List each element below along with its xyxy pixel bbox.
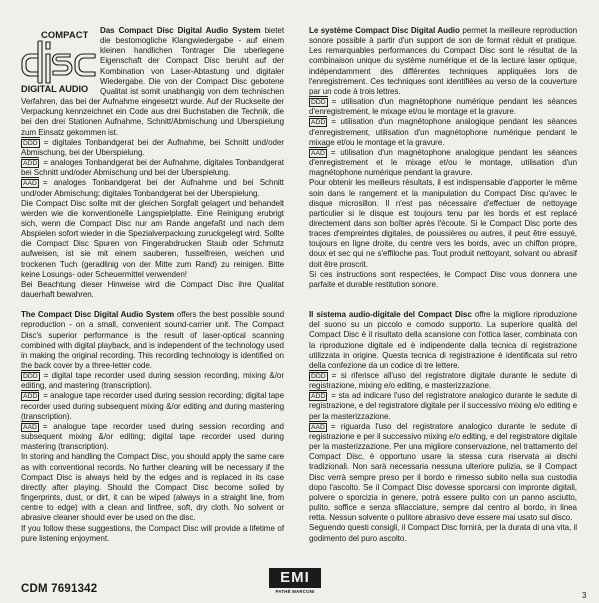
english-closing: If you follow these suggestions, the Compact Disc will provide a lifetime of pure listening enjoyment.: [21, 523, 284, 543]
french-aad: [309, 148, 577, 178]
add-code-badge: ADD: [311, 393, 326, 401]
french-add-text: = utilisation d'un magnétophone analogique pendant les séances d'enregistrement, utilisation d'un magnétophone numérique pendant le mixage et/ou le montage et la gravure.: [309, 117, 577, 147]
german-aad-text: = analoges Tonbandgerat bei der Aufnahme und bei Schnitt und/oder Abmischung; digitales Tonbandgerat bei der Uberspielung.: [21, 178, 284, 198]
catalog-number: CDM 7691342: [21, 583, 98, 595]
english-ddd-text: = digital tape recorder used during session recording, mixing &/or editing, and mastering (transcription).: [21, 371, 284, 391]
english-intro: offers the best possible sound reproduction - on a small, convenient sound-carrier unit. The Compact Disc's superior performance is the result of laser-optical scanning combined with digital playback, and is independent of the technology used in making the original recording. This recording technology is identified on the back cover by a three-letter code.: [21, 310, 284, 370]
italian-closing: Seguendo questi consigli, il Compact Disc fornirà, per la durata di una vita, il godimento del puro ascolto.: [309, 523, 577, 543]
italian-add-text: = sta ad indicare l'uso del registratore analogico durante le sedute di registrazione, e del registratore digitale per il successivo mixing e/o editing e per la masterizzazione.: [309, 391, 577, 421]
ddd-code-badge: DDD: [311, 99, 326, 107]
german-care: Die Compact Disc sollte mit der gleichen Sorgfalt gelagert und behandelt werden wie die konventionelle Langspielplatte. Eine Reinigung erubrigt sich, wenn die Compact Disc nur am Rande angefaßt und nach dem Abspielen sofort wieder in die Spezialverpackung zuruckgelegt wird. Sollte die Compact Disc Spuren von Fingerabdrucken Staub oder Schmutz aufweisen, ist sie mit einem sauberen, fusselfreien, weichen und trockenen Tuch (geradlinig von der Mitte zum Rand) zu reinigen. Bitte keine Losungs- oder Scheuermittel verwenden!: [21, 198, 284, 279]
german-aad: [21, 178, 284, 198]
english-section: [21, 310, 284, 371]
compact-disc-logo: [21, 29, 100, 94]
page-number: 3: [582, 591, 587, 600]
ddd-code-badge: DDD: [311, 373, 326, 380]
german-ddd-text: = digitales Tonbandgerat bei der Aufnahme, bei Schnitt und/oder Abmischung, bei der Uberspielung.: [21, 137, 284, 157]
ddd-code-badge: DDD: [23, 139, 38, 147]
english-add-text: = analogue tape recorder used during session recording; digital tape recorder used during subsequent mixing &/or editing and during mastering (transcription).: [21, 391, 284, 421]
french-care: Pour obtenir les meilleurs résultats, il est indispensable d'apporter le même soin dans le rangement et la manipulation du Compact Disc qu'avec le disque microsillon. Il n'est pas nécessaire d'effectuer de nettoyage particulier si le disque est toujours tenu par les bords et est replacé directement dans son boîtier après l'écoute. Si le Compact Disc porte des traces d'empreintes digitales, de poussières ou autres, il peut être essuyé, toujours en ligne droite, du centre vers les bords, avec un chiffon propre, doux et sec qui ne s'effiloche pas. Tout produit nettoyant, solvant ou abrasif doit être proscrit.: [309, 178, 577, 269]
english-add: [21, 391, 284, 421]
add-code-badge: ADD: [311, 119, 326, 127]
italian-aad: [309, 422, 577, 524]
italian-intro: offre la migliore riproduzione del suono su un piccolo e comodo supporto. La superiore qualità del Compact Disc è il risultato della scansione con l'ottica laser, combinata con la riproduzione digitale ed è indipendente dalla tecnica di registrazione utilizzata in origine. Questa tecnica di registrazione è identificata sul retro della confezione da un codice di tre lettere.: [309, 310, 577, 370]
french-closing: Si ces instructions sont respectées, le Compact Disc vous donnera une parfaite et durable restitution sonore.: [309, 269, 577, 289]
french-aad-text: = utilisation d'un magnétophone analogique pendant les séances d'enregistrement et le mixage et/ou le montage, utilisation d'un magnétophone numérique pendant la gravure.: [309, 147, 577, 178]
french-intro: permet la meilleure reproduction sonore possible à partir d'un support de son de format réduit et pratique. Les remarquables performances du Compact Disc sont le résultat de la combinaison unique du système numérique et de la lecture laser optique, indépendamment des différentes techniques appliquées lors de l'enregistrement. Ces techniques sont identifiées au verso de la couverture par un code à trois lettres.: [309, 26, 578, 96]
logo-compact-text: COMPACT: [41, 29, 89, 40]
aad-code-badge: AAD: [23, 180, 37, 188]
english-aad-text: = analogue tape recorder used during session recording and subsequent mixing &/or editing; digital tape recorder used during mastering (transcription).: [21, 421, 284, 452]
english-ddd: [21, 371, 284, 391]
emi-subtitle: PATHÉ MARCONI: [275, 589, 315, 594]
emi-logo: [269, 568, 321, 598]
disc-logo-icon: [21, 40, 97, 84]
ddd-code-badge: DDD: [23, 373, 38, 381]
french-section: [309, 26, 577, 97]
english-title: The Compact Disc Digital Audio System: [21, 310, 175, 320]
aad-code-badge: AAD: [311, 149, 325, 157]
aad-code-badge: AAD: [311, 423, 325, 431]
right-column: [309, 26, 577, 544]
english-care: In storing and handling the Compact Disc, you should apply the same care as with conventional records. No further cleaning will be necessary if the Compact Disc is always held by the edges and is replaced in its case directly after playing. Should the Compact Disc become soiled by fingerprints, dust, or dirt, it can be wiped (always in a straight line, from centre to edge) with a clean and lintfree, soft, dry cloth. No solvent or abrasive cleaner should ever be used on the disc.: [21, 452, 284, 523]
german-title: Das Compact Disc Digital Audio System: [100, 26, 261, 35]
emi-logo-text: EMI: [269, 568, 321, 588]
italian-ddd: [309, 371, 577, 391]
italian-add: [309, 391, 577, 421]
italian-title: Il sistema audio-digitale del Compact Disc: [309, 310, 472, 320]
german-add: [21, 158, 284, 178]
french-ddd: [309, 97, 577, 117]
left-column: [21, 26, 284, 544]
french-title: Le système Compact Disc Digital Audio: [309, 26, 460, 35]
italian-aad-text: = riguarda l'uso del registratore analogico durante le sedute di registrazione e per il successivo mixing e/o editing, e del registratore digitale per la masterizzazione. Per una migliore conservazione, nel trattamento del Compact Disc, è opportuno usare la stessa cura riservata ai dischi tradizionali. Non sarà necessaria nessuna ulteriore pulizia, se il Compact Disc verrà sempre preso per il bordo e rimesso subito nella sua custodia dopo l'ascolto. Se il Compact Disc dovesse sporcarsi con impronte digitali, polvere o sporcizia in genere, potrà essere pulito con un panno asciutto, pulito, soffice e senza sfilacciature, sempre dal centro al bordo, in linea retta. Nessun solvente o pulitore abrasivo deve essere mai usato sul disco.: [309, 421, 577, 523]
logo-digital-audio-text: DIGITAL AUDIO: [21, 84, 89, 94]
add-code-badge: ADD: [23, 160, 38, 168]
add-code-badge: ADD: [23, 393, 38, 401]
german-closing: Bei Beachtung dieser Hinweise wird die Compact Disc ihre Qualitat dauerhaft bewahren.: [21, 279, 284, 300]
italian-ddd-text: = si riferisce all'uso del registratore digitale durante le sedute di registrazione, mixing e/o editing, e masterizzazione.: [309, 371, 577, 391]
german-add-text: = analoges Tonbandgerat bei der Aufnahme, digitales Tonbandgerat bei Schnitt und/oder Abmischung und bei der Uberspielung.: [21, 158, 284, 178]
german-intro: bietet die bestomogliche Klangwiedergabe - auf einem kleinen handlichen Tontrager Die uberlegene Eigenschaft der Compact Disc beruht auf der Kombination von Laser-Abtastung und digitaler Wiedergabe. Die von der Compact Disc gebotene Qualitat ist somit unabhangig von dem technischen Verfahren, das bei der Aufnahme eingesetzt wurde. Auf der Ruckseite der Verpackung kennzeichnet ein Code aus drei Buchstaben die Technik, die bei den drei Stationen Aufnahme, Schnitt/Abmischung und Uberspielung zum Einsatz gekommen ist.: [21, 26, 285, 137]
french-add: [309, 117, 577, 147]
german-ddd: [21, 138, 284, 158]
english-aad: [21, 422, 284, 452]
french-ddd-text: = utilisation d'un magnétophone numérique pendant les séances d'enregistrement, le mixage et/ou le montage et la gravure.: [309, 97, 577, 117]
italian-section: [309, 310, 577, 371]
aad-code-badge: AAD: [23, 423, 37, 431]
